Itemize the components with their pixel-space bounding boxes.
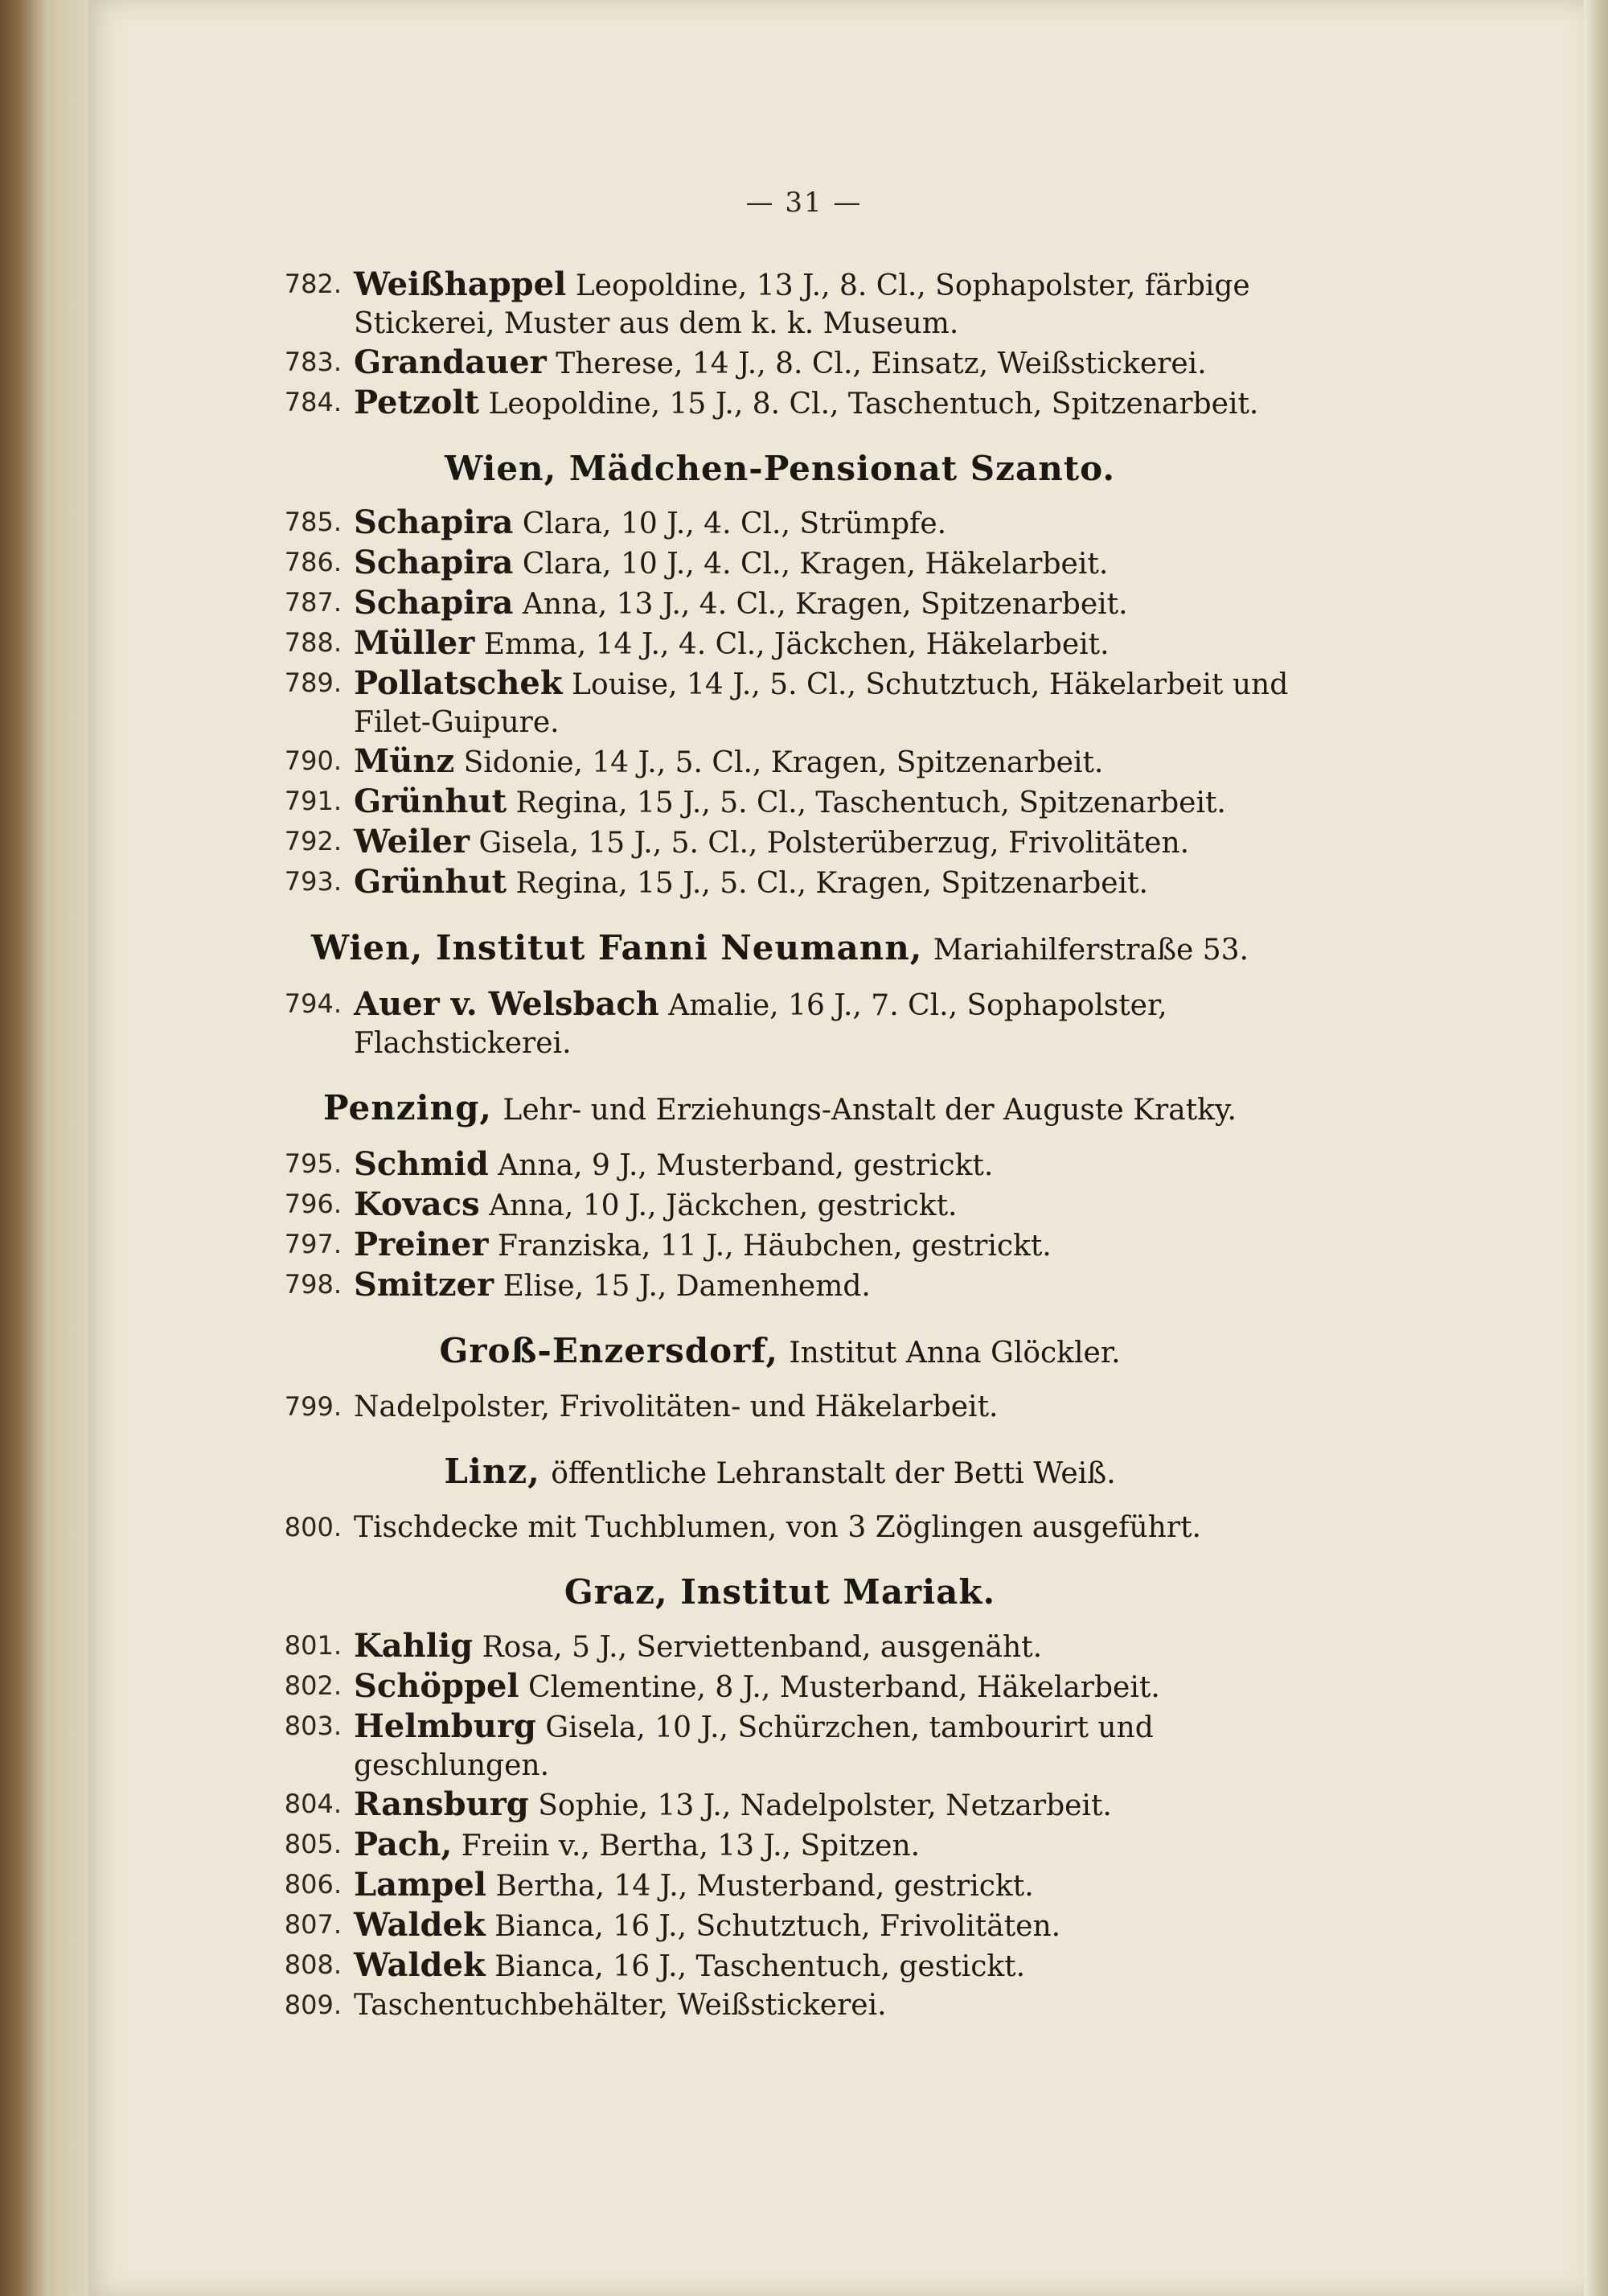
entry-surname: Schapira	[354, 503, 514, 541]
entry-description: Anna, 10 J., Jäckchen, gestrickt.	[489, 1189, 958, 1222]
catalogue-entry	[265, 823, 1294, 862]
entry-surname: Müller	[354, 624, 475, 662]
entry-number: 787.	[284, 587, 342, 618]
entry-surname: Schapira	[354, 544, 514, 581]
entry-description: Bianca, 16 J., Schutztuch, Frivolitäten.	[494, 1910, 1061, 1943]
catalogue-entry	[265, 1226, 1294, 1265]
catalogue-entry	[265, 1145, 1294, 1185]
entry-description: Tischdecke mit Tuchblumen, von 3 Zöglingen ausgeführt.	[354, 1511, 1201, 1544]
entry-surname: Münz	[354, 742, 455, 780]
entry-surname: Lampel	[354, 1866, 486, 1904]
catalogue-entry	[265, 1785, 1294, 1825]
entry-number: 798.	[284, 1269, 342, 1300]
catalogue-entry	[265, 544, 1294, 583]
entry-number: 795.	[284, 1148, 342, 1179]
entry-description: Sidonie, 14 J., 5. Cl., Kragen, Spitzenarbeit.	[463, 746, 1104, 779]
entry-number: 803.	[284, 1711, 342, 1741]
entry-number: 783.	[284, 347, 342, 377]
section-heading	[265, 1086, 1294, 1132]
catalogue-entry	[265, 782, 1294, 822]
section-heading	[265, 447, 1294, 491]
entry-surname: Preiner	[354, 1226, 489, 1263]
entry-surname: Smitzer	[354, 1266, 494, 1304]
entry-number: 807.	[284, 1909, 342, 1940]
entry-description: Louise, 14 J., 5. Cl., Schutztuch, Häkelarbeit und Filet-Guipure.	[354, 668, 1289, 739]
catalogue-entry	[265, 1185, 1294, 1225]
catalogue-entry	[265, 1266, 1294, 1305]
entry-description: Gisela, 10 J., Schürzchen, tambourirt und geschlungen.	[354, 1711, 1154, 1782]
entry-surname: Weiler	[354, 823, 470, 860]
entry-description: Bianca, 16 J., Taschentuch, gestickt.	[494, 1950, 1026, 1983]
entry-surname: Kahlig	[354, 1627, 474, 1665]
section-heading-detail: Institut Anna Glöckler.	[789, 1337, 1121, 1370]
entry-surname: Pach,	[354, 1826, 453, 1863]
catalogue-entry	[265, 1946, 1294, 1986]
entry-number: 801.	[284, 1630, 342, 1661]
section-heading-detail: Lehr- und Erziehungs-Anstalt der Auguste Kratky.	[503, 1094, 1237, 1127]
catalogue-entry	[265, 1707, 1294, 1785]
entry-description: Nadelpolster, Frivolitäten- und Häkelarbeit.	[354, 1390, 999, 1423]
entry-number: 793.	[284, 866, 342, 897]
section-heading-title: Graz, Institut Mariak.	[564, 1572, 996, 1612]
catalogue-entry	[265, 742, 1294, 782]
catalogue-entry	[265, 664, 1294, 741]
catalogue-entry	[265, 624, 1294, 663]
entry-surname: Schapira	[354, 584, 514, 622]
entry-description: Bertha, 14 J., Musterband, gestrickt.	[495, 1870, 1034, 1903]
entry-number: 797.	[284, 1229, 342, 1259]
section-heading-title: Wien, Institut Fanni Neumann,	[310, 928, 923, 967]
entry-number: 800.	[284, 1512, 342, 1542]
entry-number: 794.	[284, 988, 342, 1019]
entry-description: Amalie, 16 J., 7. Cl., Sophapolster, Flachstickerei.	[354, 989, 1167, 1060]
catalogue-entry	[265, 343, 1294, 383]
section-heading	[265, 1329, 1294, 1375]
entry-number: 802.	[284, 1670, 342, 1701]
catalogue-list	[265, 265, 1294, 2025]
entry-description: Leopoldine, 13 J., 8. Cl., Sophapolster, färbige Stickerei, Muster aus dem k. k. Museum.	[354, 269, 1250, 340]
catalogue-entry	[265, 1627, 1294, 1666]
entry-description: Elise, 15 J., Damenhemd.	[503, 1270, 871, 1303]
section-heading-title: Wien, Mädchen-Pensionat Szanto.	[444, 449, 1116, 488]
entry-surname: Grünhut	[354, 863, 507, 901]
entry-description: Taschentuchbehälter, Weißstickerei.	[354, 1989, 887, 2022]
entry-number: 784.	[284, 387, 342, 417]
catalogue-entry	[265, 1906, 1294, 1945]
entry-number: 791.	[284, 786, 342, 816]
entry-number: 805.	[284, 1829, 342, 1859]
section-heading-title: Linz,	[444, 1452, 540, 1491]
entry-number: 788.	[284, 627, 342, 658]
entry-description: Clara, 10 J., 4. Cl., Kragen, Häkelarbeit.	[522, 548, 1109, 581]
entry-description: Regina, 15 J., 5. Cl., Taschentuch, Spitzenarbeit.	[515, 787, 1226, 819]
entry-description: Anna, 9 J., Musterband, gestrickt.	[498, 1149, 994, 1182]
section-heading	[265, 926, 1294, 972]
catalogue-entry	[265, 1509, 1294, 1546]
entry-surname: Helmburg	[354, 1707, 536, 1745]
entry-surname: Auer v. Welsbach	[354, 985, 659, 1023]
catalogue-entry	[265, 985, 1294, 1062]
entry-surname: Kovacs	[354, 1185, 480, 1223]
section-heading	[265, 1450, 1294, 1496]
section-heading-title: Penzing,	[323, 1088, 493, 1127]
entry-surname: Petzolt	[354, 384, 479, 421]
catalogue-entry	[265, 1866, 1294, 1905]
page-stack-edge	[1584, 0, 1608, 2296]
entry-number: 806.	[284, 1869, 342, 1900]
entry-number: 804.	[284, 1789, 342, 1819]
catalogue-entry	[265, 863, 1294, 902]
entry-number: 790.	[284, 745, 342, 776]
page-number: — 31 —	[745, 187, 863, 219]
entry-description: Clementine, 8 J., Musterband, Häkelarbeit.	[528, 1671, 1160, 1704]
entry-number: 782.	[284, 269, 342, 299]
entry-description: Franziska, 11 J., Häubchen, gestrickt.	[497, 1230, 1052, 1263]
catalogue-entry	[265, 503, 1294, 543]
catalogue-entry	[265, 1667, 1294, 1707]
catalogue-entry	[265, 584, 1294, 623]
entry-surname: Pollatschek	[354, 664, 563, 702]
section-heading-detail: öffentliche Lehranstalt der Betti Weiß.	[551, 1457, 1116, 1490]
entry-surname: Weißhappel	[354, 265, 567, 303]
section-heading-detail: Mariahilferstraße 53.	[933, 934, 1249, 967]
entry-description: Leopoldine, 15 J., 8. Cl., Taschentuch, Spitzenarbeit.	[488, 388, 1259, 421]
catalogue-entry	[265, 1826, 1294, 1865]
entry-description: Clara, 10 J., 4. Cl., Strümpfe.	[522, 507, 947, 540]
entry-description: Therese, 14 J., 8. Cl., Einsatz, Weißstickerei.	[556, 347, 1207, 380]
section-heading	[265, 1571, 1294, 1614]
entry-description: Anna, 13 J., 4. Cl., Kragen, Spitzenarbeit.	[522, 588, 1128, 621]
entry-number: 792.	[284, 826, 342, 856]
catalogue-entry	[265, 1986, 1294, 2024]
catalogue-entry	[265, 384, 1294, 423]
catalogue-entry	[265, 1388, 1294, 1426]
entry-number: 809.	[284, 1990, 342, 2020]
entry-surname: Schöppel	[354, 1667, 519, 1705]
entry-description: Freiin v., Bertha, 13 J., Spitzen.	[461, 1830, 921, 1863]
entry-description: Emma, 14 J., 4. Cl., Jäckchen, Häkelarbeit.	[483, 628, 1110, 661]
entry-number: 786.	[284, 547, 342, 577]
entry-surname: Grünhut	[354, 782, 507, 820]
entry-description: Regina, 15 J., 5. Cl., Kragen, Spitzenarbeit.	[515, 867, 1148, 900]
entry-description: Gisela, 15 J., 5. Cl., Polsterüberzug, Frivolitäten.	[478, 827, 1190, 860]
entry-number: 785.	[284, 507, 342, 537]
catalogue-entry	[265, 265, 1294, 343]
entry-surname: Schmid	[354, 1145, 489, 1183]
section-heading-title: Groß-Enzersdorf,	[439, 1331, 779, 1370]
entry-surname: Waldek	[354, 1946, 486, 1984]
entry-number: 796.	[284, 1189, 342, 1219]
entry-surname: Ransburg	[354, 1785, 529, 1823]
entry-number: 808.	[284, 1949, 342, 1980]
entry-surname: Waldek	[354, 1906, 486, 1944]
entry-description: Sophie, 13 J., Nadelpolster, Netzarbeit.	[538, 1789, 1112, 1822]
entry-number: 789.	[284, 667, 342, 698]
entry-number: 799.	[284, 1391, 342, 1422]
entry-surname: Grandauer	[354, 343, 547, 381]
entry-description: Rosa, 5 J., Serviettenband, ausgenäht.	[482, 1631, 1043, 1664]
